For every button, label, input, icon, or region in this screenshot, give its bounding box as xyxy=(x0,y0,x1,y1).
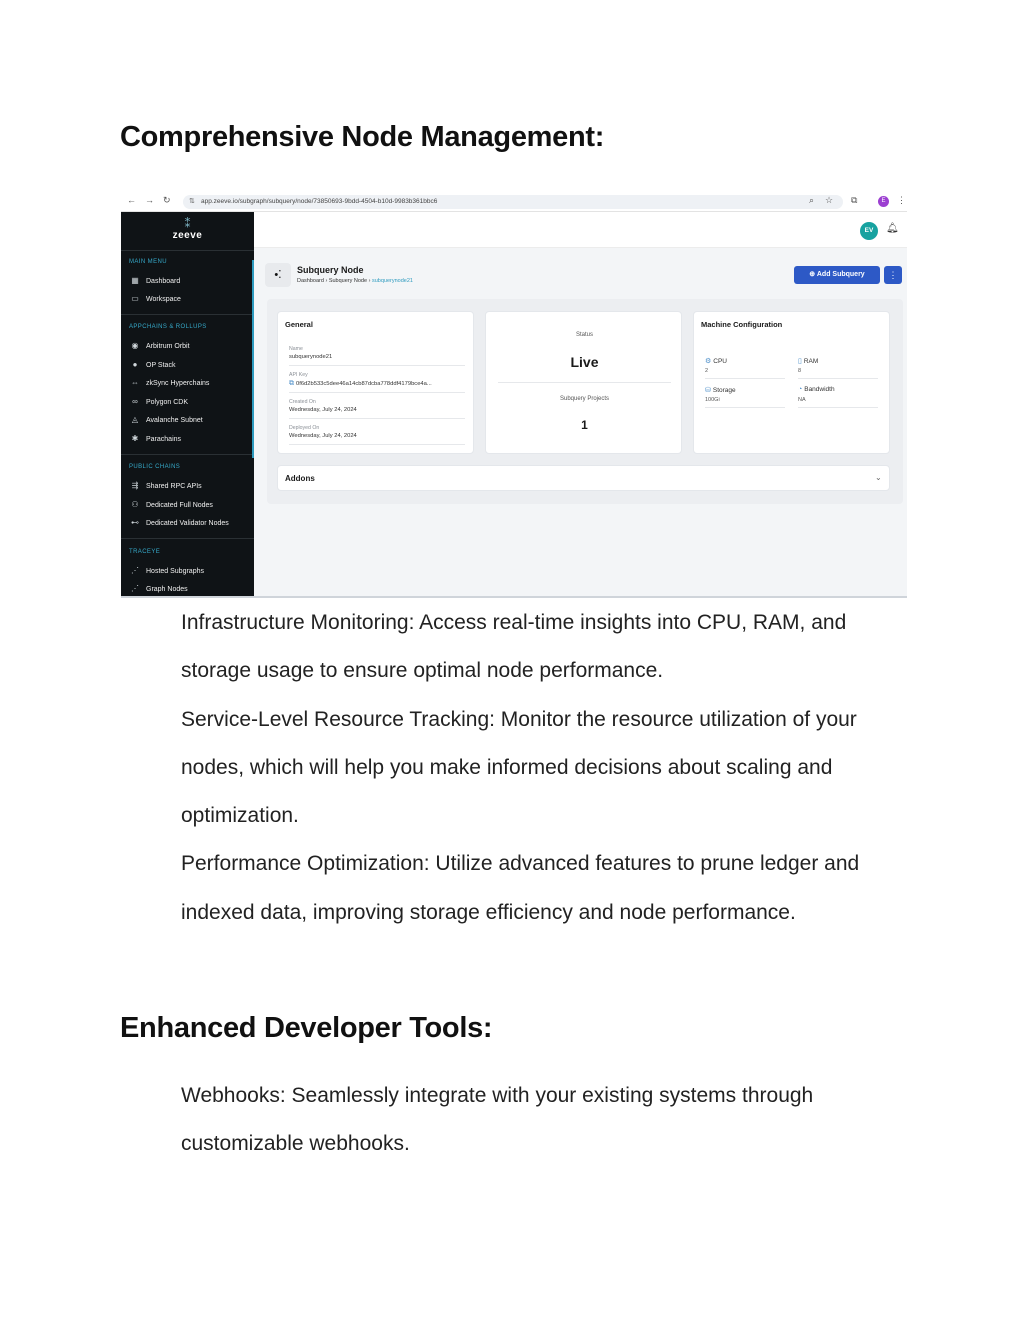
storage-label-text: Storage xyxy=(712,387,736,394)
storage-value: 100Gi xyxy=(705,397,720,403)
app-screenshot xyxy=(121,192,907,598)
arbitrum-icon: ◉ xyxy=(131,341,139,350)
divider xyxy=(289,365,465,366)
subquery-projects-label: Subquery Projects xyxy=(559,396,610,402)
subquery-node-icon: •⁚ xyxy=(265,263,291,287)
zeeve-logo-mark-icon: ⁑ xyxy=(184,217,191,231)
sidebar-item-label: Parachains xyxy=(146,436,182,443)
rpc-icon: ⇶ xyxy=(131,481,139,490)
deployed-on-label: Deployed On xyxy=(289,425,320,431)
sidebar-item-parachains[interactable] xyxy=(129,433,181,445)
sidebar-item-graph-nodes[interactable] xyxy=(129,583,188,595)
breadcrumb-item-current: subquerynode21 xyxy=(371,278,413,284)
address-bar-url: app.zeeve.io/subgraph/subquery/node/73850693-9bdd-4504-b10d-9983b361bbc6 xyxy=(201,198,438,205)
sidebar-scroll-indicator[interactable] xyxy=(252,260,254,458)
sidebar-section-public-chains: PUBLIC CHAINS xyxy=(129,464,181,470)
sidebar-item-label: Dedicated Validator Nodes xyxy=(146,520,229,527)
sidebar-item-label: Workspace xyxy=(146,296,181,303)
section-heading-developer-tools: Enhanced Developer Tools: xyxy=(120,1012,493,1044)
sidebar-item-label: Shared RPC APIs xyxy=(146,483,202,490)
cpu-label xyxy=(705,357,727,365)
back-arrow-icon[interactable]: ← xyxy=(127,195,136,205)
divider xyxy=(798,378,878,379)
sidebar-item-polygon-cdk[interactable] xyxy=(129,396,188,408)
site-settings-icon[interactable]: ⇅ xyxy=(189,198,195,205)
cpu-icon: ⚙ xyxy=(705,358,712,365)
bell-icon[interactable]: 🔔︎ xyxy=(886,223,899,234)
bandwidth-label-text: Bandwidth xyxy=(804,386,835,393)
sidebar-divider xyxy=(121,538,254,539)
divider xyxy=(498,382,671,383)
sidebar-item-dedicated-validator-nodes[interactable] xyxy=(129,517,229,529)
sidebar-item-label: Graph Nodes xyxy=(146,586,188,593)
bullet-resource-tracking: Service-Level Resource Tracking: Monitor the resource utilization of your nodes, which will help you make informed decisions about scaling and optimization. xyxy=(181,707,857,828)
divider xyxy=(289,392,465,393)
reload-icon[interactable]: ↻ xyxy=(163,195,171,205)
sidebar-item-dedicated-full-nodes[interactable] xyxy=(129,499,213,511)
name-value: subquerynode21 xyxy=(289,354,333,360)
name-label: Name xyxy=(289,346,303,352)
app-topbar xyxy=(254,212,907,248)
sidebar-item-label: Dashboard xyxy=(146,278,181,285)
divider xyxy=(705,378,785,379)
divider xyxy=(798,407,878,408)
breadcrumb-separator-icon: › xyxy=(325,278,329,284)
created-on-label: Created On xyxy=(289,399,316,405)
zeeve-logo-text: zeeve xyxy=(172,230,203,241)
node-management-bullets xyxy=(181,599,911,937)
general-card-title: General xyxy=(285,320,313,329)
parachains-icon: ✱ xyxy=(131,434,139,443)
section-heading-node-management: Comprehensive Node Management: xyxy=(120,121,605,153)
sidebar-section-appchains: APPCHAINS & ROLLUPS xyxy=(129,324,207,330)
ram-icon: ▯ xyxy=(798,358,802,365)
sidebar-section-traceye: TRACEYE xyxy=(129,549,161,555)
sidebar-item-dashboard[interactable] xyxy=(129,275,180,287)
cpu-value: 2 xyxy=(705,368,709,374)
api-key-value xyxy=(289,380,432,388)
sidebar-item-label: Hosted Subgraphs xyxy=(146,568,204,575)
sidebar-item-label: Arbitrum Orbit xyxy=(146,343,190,350)
address-bar[interactable] xyxy=(183,195,843,209)
sidebar-item-arbitrum-orbit[interactable] xyxy=(129,340,190,352)
polygon-icon: ∞ xyxy=(132,397,138,406)
forward-arrow-icon[interactable]: → xyxy=(145,195,154,205)
browser-toolbar xyxy=(121,192,907,212)
browser-menu-icon[interactable]: ⋮ xyxy=(897,195,906,205)
sidebar-item-label: Polygon CDK xyxy=(146,399,189,406)
sidebar-item-label: zkSync Hyperchains xyxy=(146,380,210,387)
status-label: Status xyxy=(575,332,593,338)
bandwidth-gauge-icon: ◔ xyxy=(798,386,803,393)
breadcrumb xyxy=(297,278,413,284)
add-subquery-button[interactable] xyxy=(794,266,880,284)
status-card xyxy=(485,311,682,454)
sidebar-divider xyxy=(121,314,254,315)
bandwidth-value: NA xyxy=(798,397,806,403)
sidebar-item-label: Avalanche Subnet xyxy=(146,417,203,424)
graph-nodes-icon: ⋰ xyxy=(131,584,139,593)
sidebar-divider xyxy=(121,250,254,251)
plus-circle-icon: ⊕ xyxy=(809,271,817,278)
bookmark-star-icon[interactable]: ☆ xyxy=(825,195,834,205)
browser-profile-avatar[interactable]: E xyxy=(878,196,889,207)
sidebar xyxy=(121,212,254,598)
cpu-label-text: CPU xyxy=(713,358,728,365)
sidebar-item-workspace[interactable] xyxy=(129,293,181,305)
sidebar-item-avalanche-subnet[interactable] xyxy=(129,414,203,426)
deployed-on-value: Wednesday, July 24, 2024 xyxy=(289,433,357,439)
bullet-infrastructure-monitoring: Infrastructure Monitoring: Access real-time insights into CPU, RAM, and storage usage to ensure optimal node performance. xyxy=(181,611,847,683)
add-subquery-button-label: Add Subquery xyxy=(816,271,865,278)
zksync-arrows-icon: ⇔ xyxy=(131,378,139,387)
page-title: Subquery Node xyxy=(297,265,364,275)
bullet-performance-optimization: Performance Optimization: Utilize advanced features to prune ledger and indexed data, improving storage efficiency and node performance. xyxy=(181,852,860,924)
dashboard-grid-icon: ▦ xyxy=(131,276,139,285)
nodes-tree-icon: ⚇ xyxy=(131,500,139,509)
sidebar-item-label: OP Stack xyxy=(146,362,176,369)
machine-configuration-title: Machine Configuration xyxy=(701,320,783,329)
developer-tools-bullets xyxy=(181,1072,911,1169)
bandwidth-label xyxy=(798,386,835,393)
sidebar-divider xyxy=(121,454,254,455)
status-value: Live xyxy=(570,354,599,370)
addons-accordion[interactable] xyxy=(277,465,890,491)
api-key-text: 0f6d2b533c5dee46a14cb87dcba778ddf4179bce4a... xyxy=(296,381,432,387)
machine-configuration-card xyxy=(693,311,890,454)
api-key-label: API Key xyxy=(289,372,308,378)
avalanche-icon: ◬ xyxy=(131,415,139,424)
zoom-icon[interactable]: ⌕ xyxy=(809,195,815,205)
sidebar-section-main-menu: MAIN MENU xyxy=(129,259,167,265)
sidebar-item-hosted-subgraphs[interactable] xyxy=(129,565,204,577)
breadcrumb-item-dashboard[interactable]: Dashboard xyxy=(297,278,324,284)
sidebar-item-zksync[interactable] xyxy=(129,377,209,389)
breadcrumb-separator-icon: › xyxy=(368,278,372,284)
divider xyxy=(289,444,465,445)
user-avatar[interactable]: EV xyxy=(860,222,878,240)
breadcrumb-item-subquery-node[interactable]: Subquery Node xyxy=(328,278,368,284)
subquery-projects-value: 1 xyxy=(581,418,588,432)
sidebar-item-shared-rpc[interactable] xyxy=(129,480,202,492)
more-options-button[interactable]: ⋮ xyxy=(884,266,902,284)
zeeve-logo[interactable] xyxy=(121,218,254,241)
extensions-icon[interactable]: ⧉ xyxy=(851,195,858,205)
storage-database-icon: ⛁ xyxy=(705,387,711,394)
ram-label-text: RAM xyxy=(803,358,819,365)
divider xyxy=(289,418,465,419)
addons-title: Addons xyxy=(285,474,315,483)
ram-label xyxy=(798,357,818,365)
folder-icon: ▭ xyxy=(131,294,139,303)
ram-value: 8 xyxy=(798,368,802,374)
divider xyxy=(705,407,785,408)
subgraph-icon: ⋰ xyxy=(131,566,139,575)
validator-icon: ⊷ xyxy=(131,518,139,527)
op-stack-icon: ● xyxy=(132,360,138,369)
general-card xyxy=(277,311,474,454)
sidebar-item-op-stack[interactable] xyxy=(129,359,175,371)
node-details-panel xyxy=(267,299,903,504)
storage-label xyxy=(705,386,736,394)
sidebar-item-label: Dedicated Full Nodes xyxy=(146,502,213,509)
chevron-down-icon[interactable]: ⌄ xyxy=(875,473,882,482)
created-on-value: Wednesday, July 24, 2024 xyxy=(289,407,357,413)
copy-icon[interactable]: ⧉ xyxy=(289,380,294,387)
bullet-webhooks: Webhooks: Seamlessly integrate with your existing systems through customizable webhooks. xyxy=(181,1084,814,1156)
